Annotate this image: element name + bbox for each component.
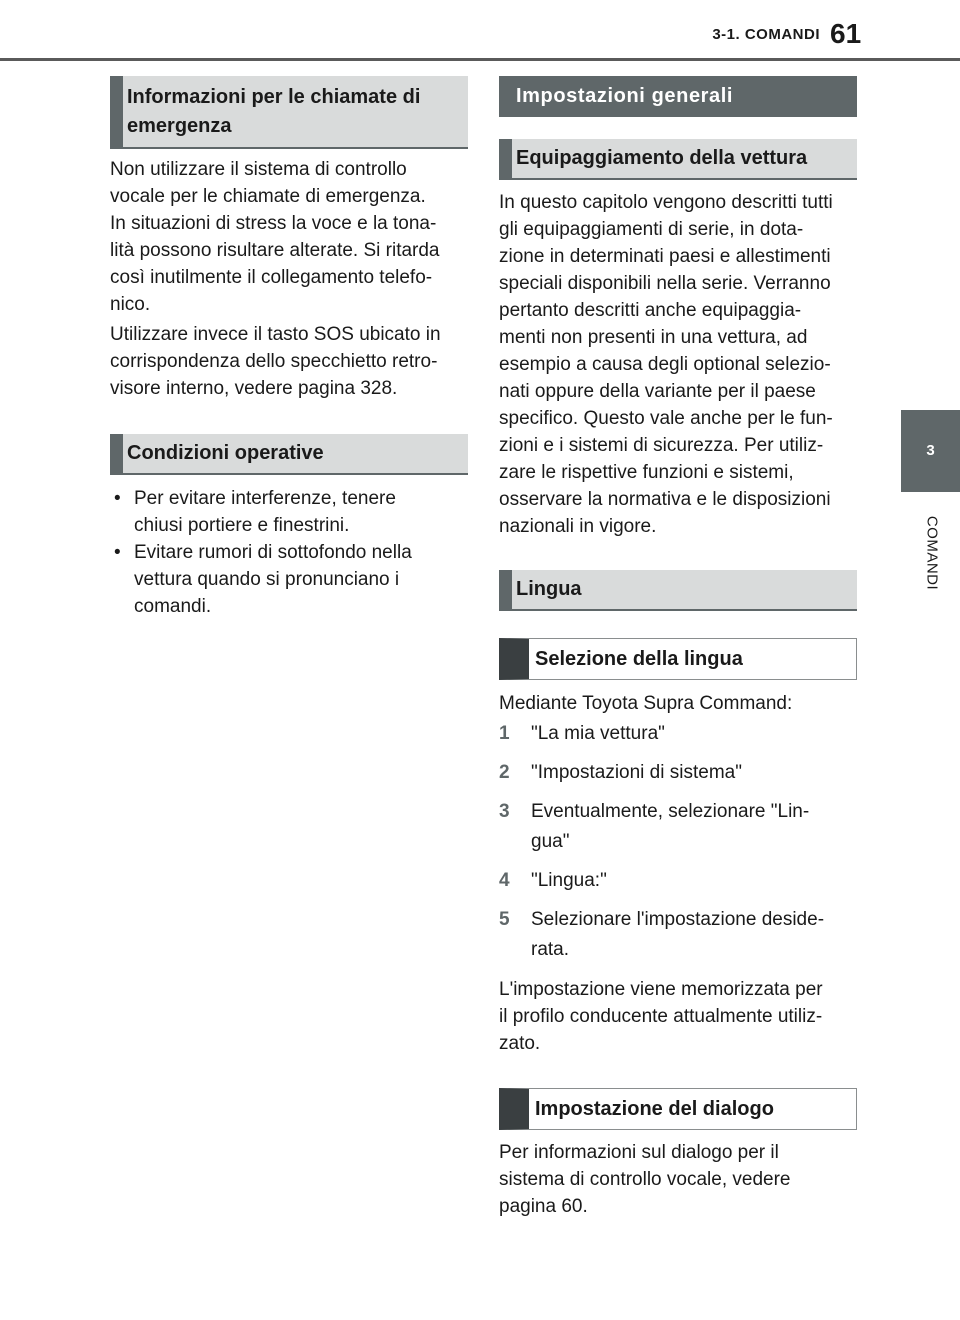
general-settings-heading: Impostazioni generali <box>499 76 857 117</box>
text-line: "Impostazioni di sistema" <box>531 762 742 783</box>
step-number: 3 <box>499 801 510 822</box>
text-line: vocale per le chiamate di emergenza. <box>110 186 426 207</box>
bullet-marker: • <box>114 542 121 563</box>
text-line: Evitare rumori di sottofondo nella <box>134 542 412 563</box>
text-line: specifico. Questo vale anche per le fun- <box>499 408 833 429</box>
emergency-paragraph-1 <box>110 156 440 318</box>
conditions-heading: Condizioni operative <box>110 434 468 475</box>
text-line: pagina 60. <box>499 1196 588 1217</box>
text-line: Utilizzare invece il tasto SOS ubicato in <box>110 324 441 345</box>
text-line: nati oppure della variante per il paese <box>499 381 816 402</box>
step-number: 5 <box>499 909 510 930</box>
bullet-marker: • <box>114 488 121 509</box>
emergency-heading-line-2: emergenza <box>127 115 232 137</box>
step-number: 4 <box>499 870 510 891</box>
text-line: chiusi portiere e finestrini. <box>134 515 350 536</box>
language-selection-heading: Selezione della lingua <box>499 638 857 680</box>
text-line: zare le rispettive funzioni e sistemi, <box>499 462 794 483</box>
text-line: nico. <box>110 294 151 315</box>
chapter-tab-label: COMANDI <box>923 515 941 591</box>
step-item <box>499 719 857 749</box>
chapter-tab: 3 <box>901 410 960 492</box>
text-line: speciali disponibili nella serie. Verranno <box>499 273 831 294</box>
language-note <box>499 976 823 1057</box>
text-line: così inutilmente il collegamento telefo- <box>110 267 433 288</box>
section-title: 3-1. COMANDI <box>712 26 820 43</box>
text-line: nazionali in vigore. <box>499 516 657 537</box>
list-item <box>110 539 468 620</box>
text-line: Per evitare interferenze, tenere <box>134 488 396 509</box>
text-line: lità possono risultare alterate. Si ritarda <box>110 240 440 261</box>
step-item <box>499 905 857 965</box>
step-number: 1 <box>499 723 510 744</box>
language-intro: Mediante Toyota Supra Command: <box>499 693 793 714</box>
text-line: Selezionare l'impostazione deside- <box>531 909 825 930</box>
text-line: "La mia vettura" <box>531 723 665 744</box>
step-item <box>499 797 857 857</box>
header-divider <box>0 58 960 61</box>
text-line: L'impostazione viene memorizzata per <box>499 979 823 1000</box>
vehicle-equipment-paragraph <box>499 189 833 540</box>
text-line: comandi. <box>134 596 212 617</box>
text-line: vettura quando si pronunciano i <box>134 569 400 590</box>
text-line: zione in determinati paesi e allestimenti <box>499 246 831 267</box>
text-line: rata. <box>531 939 570 960</box>
emergency-heading <box>110 76 468 149</box>
dialog-settings-heading: Impostazione del dialogo <box>499 1088 857 1130</box>
text-line: visore interno, vedere pagina 328. <box>110 378 398 399</box>
text-line: corrispondenza dello specchietto retro- <box>110 351 438 372</box>
text-line: zioni e i sistemi di sicurezza. Per utiliz- <box>499 435 824 456</box>
text-line: pertanto descritti anche equipaggia- <box>499 300 802 321</box>
text-line: esempio a causa degli optional selezio- <box>499 354 831 375</box>
text-line: Eventualmente, selezionare "Lin- <box>531 801 810 822</box>
dialog-paragraph <box>499 1139 790 1220</box>
text-line: osservare la normativa e le disposizioni <box>499 489 831 510</box>
step-item <box>499 758 857 788</box>
text-line: In situazioni di stress la voce e la tona- <box>110 213 437 234</box>
text-line: il profilo conducente attualmente utiliz- <box>499 1006 823 1027</box>
text-line: menti non presenti in una vettura, ad <box>499 327 808 348</box>
page-number: 61 <box>830 18 862 49</box>
text-line: In questo capitolo vengono descritti tutti <box>499 192 833 213</box>
text-line: "Lingua:" <box>531 870 607 891</box>
language-heading: Lingua <box>499 570 857 611</box>
vehicle-equipment-heading: Equipaggiamento della vettura <box>499 139 857 180</box>
text-line: gli equipaggiamenti di serie, in dota- <box>499 219 804 240</box>
emergency-paragraph-2 <box>110 321 441 402</box>
text-line: gua" <box>531 831 570 852</box>
text-line: Non utilizzare il sistema di controllo <box>110 159 407 180</box>
text-line: Per informazioni sul dialogo per il <box>499 1142 779 1163</box>
step-item <box>499 866 857 896</box>
emergency-heading-line-1: Informazioni per le chiamate di <box>127 86 421 108</box>
text-line: zato. <box>499 1033 541 1054</box>
list-item <box>110 485 468 539</box>
step-number: 2 <box>499 762 510 783</box>
text-line: sistema di controllo vocale, vedere <box>499 1169 791 1190</box>
